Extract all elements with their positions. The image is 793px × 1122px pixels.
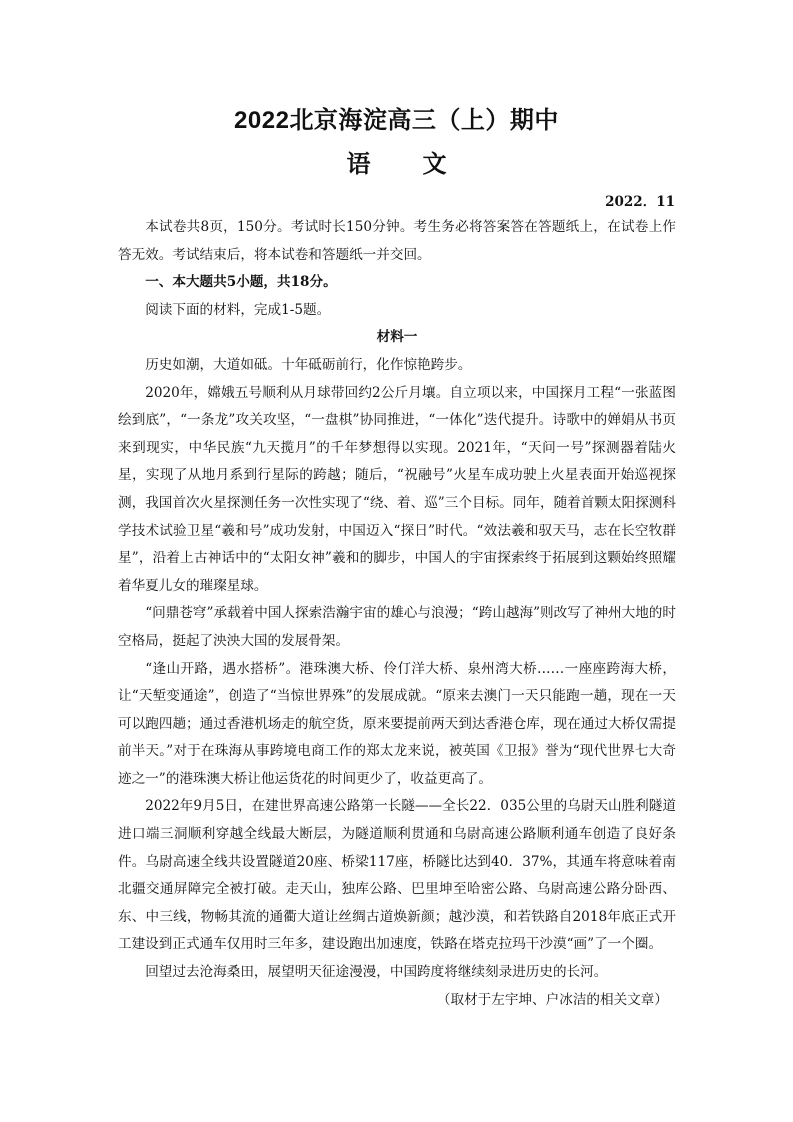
- exam-title: 2022北京海淀高三（上）期中: [234, 107, 559, 134]
- subject-title: 语文: [346, 150, 499, 178]
- material-paragraph: “逢山开路，遇水搭桥”。港珠澳大桥、伶仃洋大桥、泉州湾大桥……一座座跨海大桥，让“天堑变通途”，创造了“当惊世界殊”的发展成就。“原来去澳门一天只能跑一趟，现在一天可以跑四趟；通过香港机场走的航空货，原来要提前两天到达香港仓库，现在通过大桥仅需提前半天。”对于在珠海从事跨境电商工作的郑太龙来说，被英国《卫报》誉为“现代世界七大奇迹之一”的港珠澳大桥让他运货花的时间更少了，收益更高了。: [118, 660, 676, 787]
- material-paragraph: 历史如潮，大道如砥。十年砥砺前行，化作惊艳跨步。: [145, 356, 472, 373]
- material-paragraph: 回望过去沧海桑田，展望明天征途漫漫，中国跨度将继续刻录进历史的长河。: [145, 964, 608, 981]
- exam-body: [118, 214, 676, 1014]
- instructions-paragraph: 本试卷共8页，150分。考试时长150分钟。考生务必将答案答在答题纸上，在试卷上作答无效。考试结束后，将本试卷和答题纸一并交回。: [118, 219, 676, 263]
- material-paragraph: 2020年，嫦娥五号顺利从月球带回约2公斤月壤。自立项以来，中国探月工程“一张蓝图绘到底”，“一条龙”攻关攻坚，“一盘棋”协同推进，“一体化”迭代提升。诗歌中的婵娟从书页来到现实，中华民族“九天揽月”的千年梦想得以实现。2021年，“天问一号”探测器着陆火星，实现了从地月系到行星际的跨越；随后，“祝融号”火星车成功驶上火星表面开始巡视探测，我国首次火星探测任务一次性实现了“绕、着、巡”三个目标。同年，随着首颗太阳探测科学技术试验卫星“羲和号”成功发射，中国迈入“探日”时代。“效法羲和驭天马，志在长空牧群星”，沿着上古神话中的“太阳女神”羲和的脚步，中国人的宇宙探索终于拓展到这颗始终照耀着华夏儿女的璀璨星球。: [118, 384, 676, 594]
- material-title: 材料一: [376, 329, 418, 346]
- section-prompt: 阅读下面的材料，完成1-5题。: [145, 301, 331, 318]
- section-heading: 一、本大题共5小题，共18分。: [145, 274, 337, 291]
- material-paragraph: 2022年9月5日，在建世界高速公路第一长隧——全长22．035公里的乌尉天山胜利隧道进口端三洞顺利穿越全线最大断层，为隧道顺利贯通和乌尉高速公路顺利通车创造了良好条件。乌尉高速全线共设置隧道20座、桥梁117座，桥隧比达到40．37%，其通车将意味着南北疆交通屏障完全被打破。走天山，独库公路、巴里坤至哈密公路、乌尉高速公路分卧西、东、中三线，物畅其流的通衢大道让丝绸古道焕新颜；越沙漠，和若铁路自2018年底正式开工建设到正式通车仅用时三年多，建设跑出加速度，铁路在塔克拉玛干沙漠“画”了一个圈。: [118, 798, 676, 953]
- exam-date: 2022．11: [605, 194, 675, 210]
- source-citation: （取材于左宇坤、户冰洁的相关文章）: [436, 991, 668, 1008]
- material-paragraph: “问鼎苍穹”承载着中国人探索浩瀚宇宙的雄心与浪漫；“跨山越海”则改写了神州大地的时空格局，挺起了泱泱大国的发展骨架。: [118, 605, 676, 649]
